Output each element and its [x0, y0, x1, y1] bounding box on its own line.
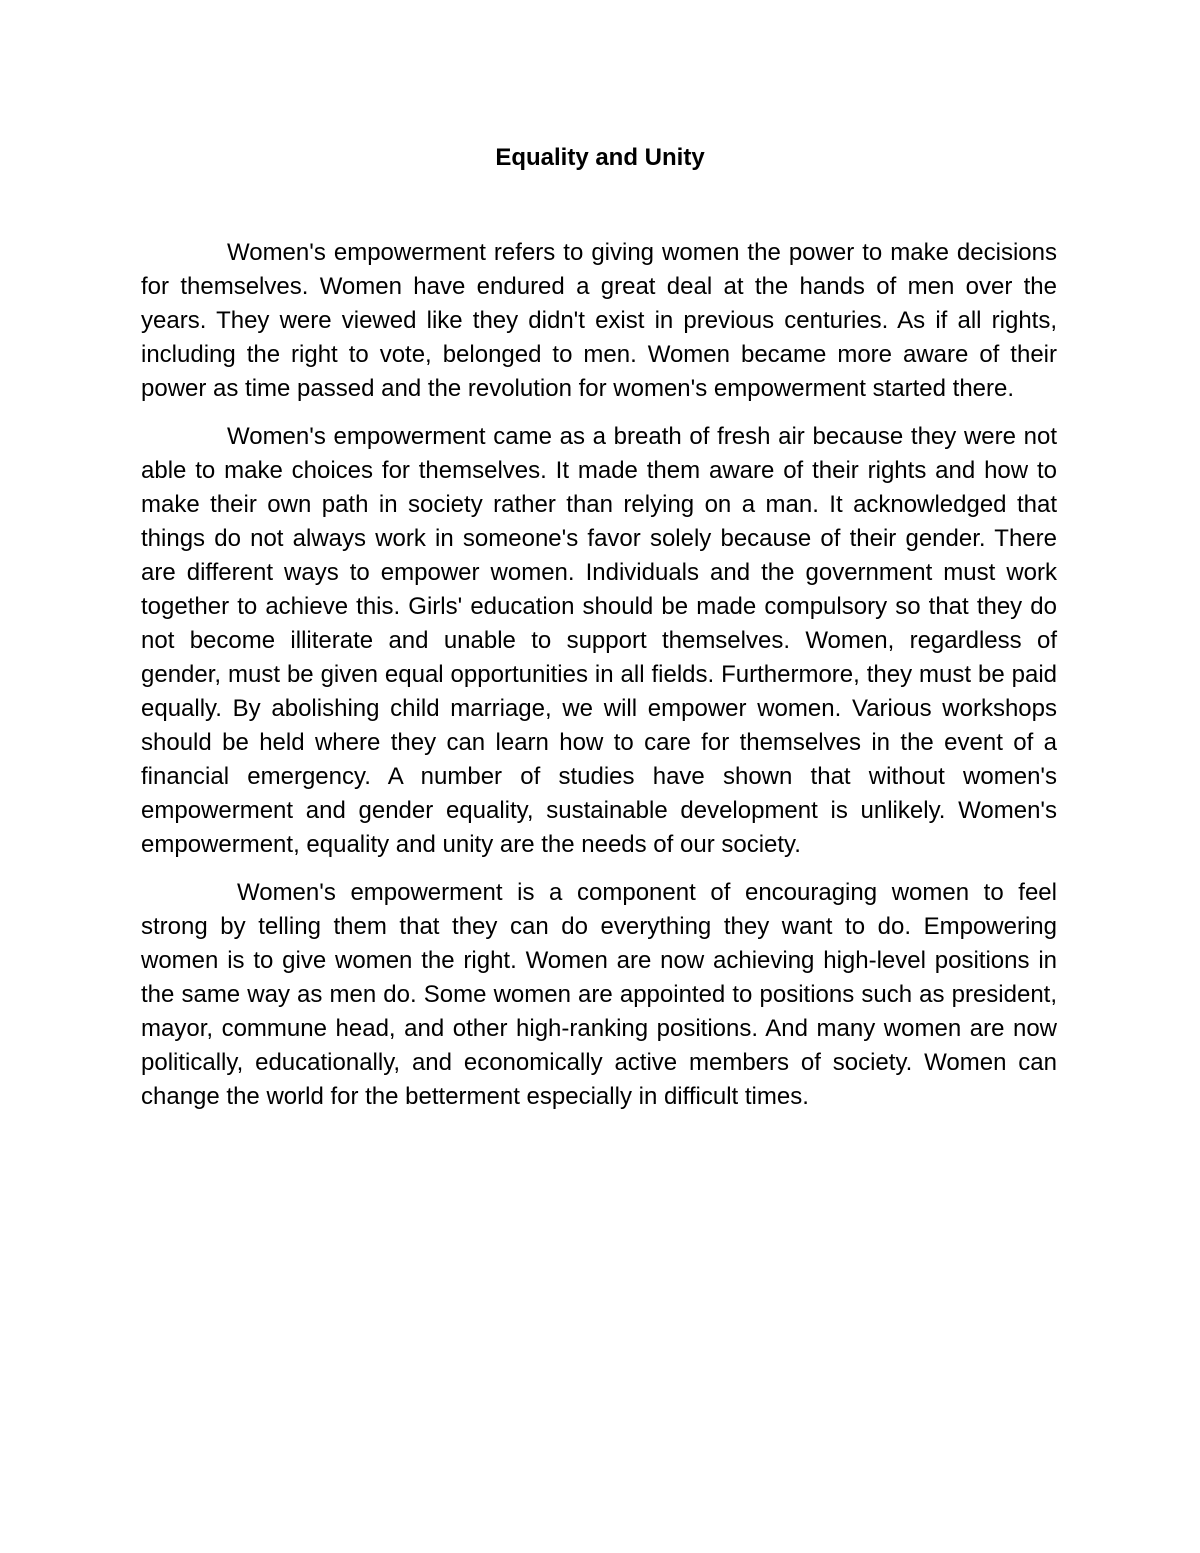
paragraph-1: Women's empowerment refers to giving women the power to make decisions for themselves. Women have endured a great deal at the hands of men over the years. They were viewed like they didn't exist in previous centuries. As if all rights, including the right to vote, belonged to men. Women became more aware of their power as time passed and the revolution for women's empowerment started there. [141, 239, 1057, 402]
paragraph-2: Women's empowerment came as a breath of fresh air because they were not able to make choices for themselves. It made them aware of their rights and how to make their own path in society rather than relying on a man. It acknowledged that things do not always work in someone's favor solely because of their gender. There are different ways to empower women. Individuals and the government must work together to achieve this. Girls' education should be made compulsory so that they do not become illiterate and unable to support themselves. Women, regardless of gender, must be given equal opportunities in all fields. Furthermore, they must be paid equally. By abolishing child marriage, we will empower women. Various workshops should be held where they can learn how to care for themselves in the event of a financial emergency. A number of studies have shown that without women's empowerment and gender equality, sustainable development is unlikely. Women's empowerment, equality and unity are the needs of our society. [141, 423, 1057, 858]
document-title: Equality and Unity [495, 144, 705, 171]
paragraph-3: Women's empowerment is a component of encouraging women to feel strong by telling them that they can do everything they want to do. Empowering women is to give women the right. Women are now achieving high-level positions in the same way as men do. Some women are appointed to positions such as president, mayor, commune head, and other high-ranking positions. And many women are now politically, educationally, and economically active members of society. Women can change the world for the betterment especially in difficult times. [141, 879, 1057, 1110]
document-body [141, 236, 1057, 1114]
